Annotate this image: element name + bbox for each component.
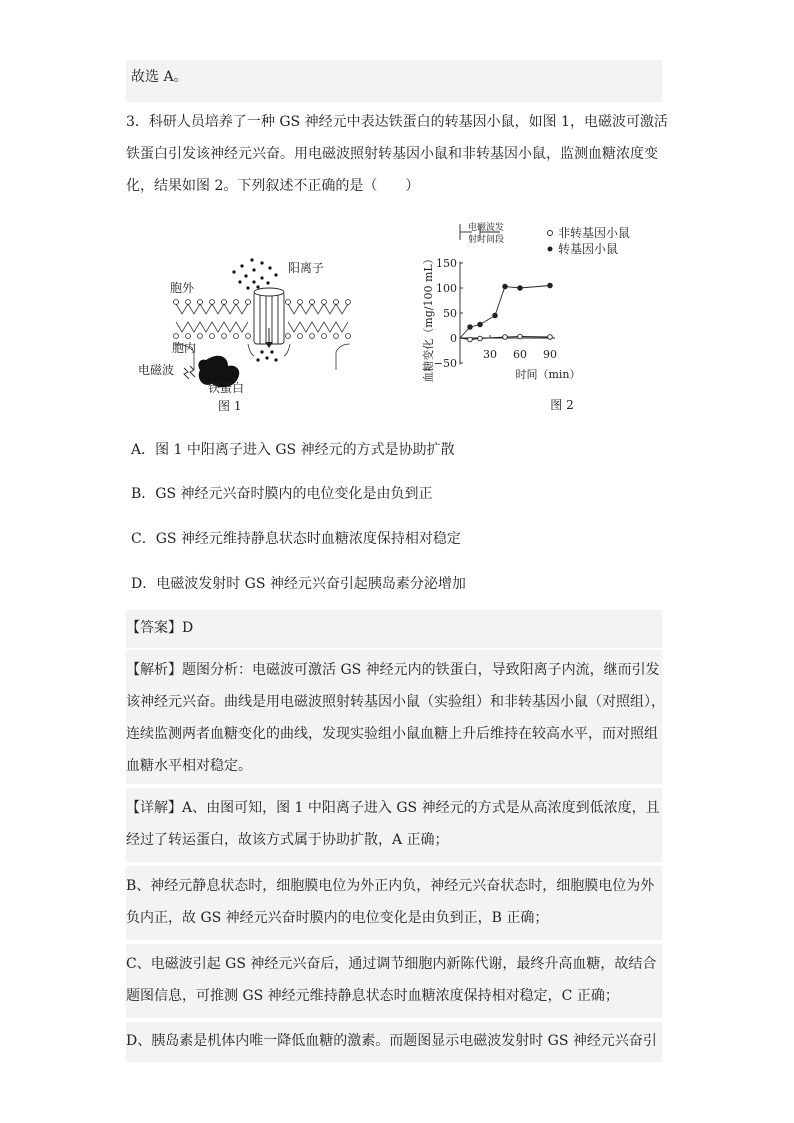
series-2-point xyxy=(518,286,523,291)
figure-2 xyxy=(418,218,658,418)
detail-b-line-2: 负内正，故 GS 神经元兴奋时膜内的电位变化是由负到正，B 正确； xyxy=(126,910,549,926)
outside-label: 胞外 xyxy=(170,281,195,295)
detail-a-line-2: 经过了转运蛋白，故该方式属于协助扩散，A 正确； xyxy=(126,832,449,848)
analysis-line-2: 该神经元兴奋。曲线是用电磁波照射转基因小鼠（实验组）和非转基因小鼠（对照组）， xyxy=(126,694,665,710)
series-1-point xyxy=(478,336,483,341)
x-tick-label: 90 xyxy=(543,348,557,361)
legend-1-label: 非转基因小鼠 xyxy=(558,226,631,240)
series-1-point xyxy=(548,335,553,340)
detail-d-line-1: D、胰岛素是机体内唯一降低血糖的激素。而题图显示电磁波发射时 GS 神经元兴奋引 xyxy=(126,1033,657,1049)
series-2-point xyxy=(493,313,498,318)
lipid-heads-left xyxy=(174,300,251,339)
series-2-point xyxy=(478,322,483,327)
series-line-2 xyxy=(460,286,550,339)
wave-label: 电磁波 xyxy=(138,363,175,377)
question-line-2: 铁蛋白引发该神经元兴奋。用电磁波照射转基因小鼠和非转基因小鼠，监测血糖浓度变 xyxy=(126,146,658,162)
y-axis-label: 血糖变化（mg/100 mL） xyxy=(422,253,435,383)
series-1-point xyxy=(468,337,473,342)
detail-c-line-1: C、电磁波引起 GS 神经元兴奋后，通过调节细胞内新陈代谢，最终升高血糖，故结合 xyxy=(126,956,657,972)
x-tick-label: 30 xyxy=(483,348,497,361)
detail-b-line-1: B、神经元静息状态时，细胞膜电位为外正内负，神经元兴奋状态时，细胞膜电位为外 xyxy=(126,878,655,894)
option-b: B．GS 神经元兴奋时膜内的电位变化是由负到正 xyxy=(131,486,433,502)
legend-2-label: 转基因小鼠 xyxy=(558,242,619,256)
figure-2-caption: 图 2 xyxy=(550,398,574,412)
series-2-point xyxy=(503,284,508,289)
period-label-2: 射时间段 xyxy=(467,235,505,245)
question-line-1: 3．科研人员培养了一种 GS 神经元中表达铁蛋白的转基因小鼠，如图 1，电磁波可激活 xyxy=(126,114,668,130)
option-c: C．GS 神经元维持静息状态时血糖浓度保持相对稳定 xyxy=(131,531,461,547)
inside-cation-dots xyxy=(256,350,277,361)
inside-label: 胞内 xyxy=(172,341,197,355)
answer: 【答案】D xyxy=(126,620,194,636)
wave-zigzag-icon xyxy=(184,366,195,379)
legend-1-marker xyxy=(548,231,553,236)
analysis-line-4: 血糖水平相对稳定。 xyxy=(126,758,252,774)
series-2-point xyxy=(548,283,553,288)
x-axis-label: 时间（min） xyxy=(515,368,581,381)
figure-1-caption: 图 1 xyxy=(218,399,242,413)
channel-arrowhead xyxy=(265,342,273,348)
membrane-left xyxy=(176,304,248,332)
x-tick-label: 60 xyxy=(513,348,527,361)
y-tick-label: 100 xyxy=(436,282,457,295)
y-tick-label: 150 xyxy=(436,257,457,270)
figure-1 xyxy=(130,252,370,420)
analysis-line-1: 【解析】题图分析：电磁波可激活 GS 神经元内的铁蛋白，导致阳离子内流，继而引发 xyxy=(126,662,660,678)
detail-a-line-1: 【详解】A、由图可知，图 1 中阳离子进入 GS 神经元的方式是从高浓度到低浓度，且 xyxy=(126,800,660,816)
option-a: A．图 1 中阳离子进入 GS 神经元的方式是协助扩散 xyxy=(131,442,455,458)
option-d: D．电磁波发射时 GS 神经元兴奋引起胰岛素分泌增加 xyxy=(131,576,466,592)
series-2-point xyxy=(468,325,473,330)
y-tick-label: 50 xyxy=(443,307,457,320)
detail-c-line-2: 题图信息，可推测 GS 神经元维持静息状态时血糖浓度保持相对稳定，C 正确； xyxy=(126,988,619,1004)
analysis-line-3: 连续监测两者血糖变化的曲线，发现实验组小鼠血糖上升后维持在较高水平，而对照组 xyxy=(126,726,658,742)
plot-area xyxy=(434,257,557,370)
cation-label: 阳离子 xyxy=(288,261,325,275)
y-tick-label: −50 xyxy=(433,357,457,370)
top-answer: 故选 A。 xyxy=(131,69,188,85)
membrane-right xyxy=(288,304,348,332)
period-label-1: 电磁波发 xyxy=(467,223,505,233)
series-1-point xyxy=(518,334,523,339)
question-line-3: 化，结果如图 2。下列叙述不正确的是（ ） xyxy=(126,178,420,194)
series-1-point xyxy=(503,335,508,340)
legend-2-marker xyxy=(548,247,553,252)
y-tick-label: 0 xyxy=(450,332,457,345)
cation-dots xyxy=(232,258,277,289)
ferritin-label: 铁蛋白 xyxy=(208,381,245,395)
